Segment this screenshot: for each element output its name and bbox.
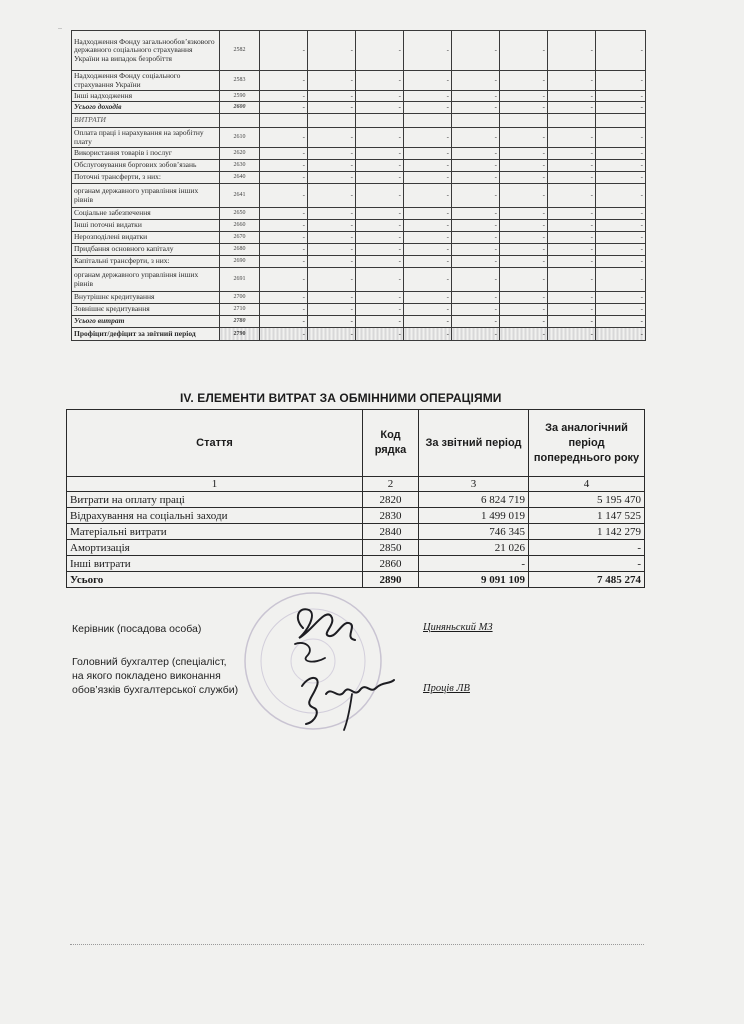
table-row xyxy=(67,524,645,540)
table-row xyxy=(72,148,646,160)
value-cell: - xyxy=(452,91,500,102)
value-cell: - xyxy=(404,292,452,304)
value-cell: - xyxy=(596,244,646,256)
value-cell: - xyxy=(452,160,500,172)
row-current: 6 824 719 xyxy=(419,492,529,508)
value-cell: - xyxy=(548,220,596,232)
table-row xyxy=(67,492,645,508)
expense-elements-table xyxy=(66,409,645,588)
row-code: 2690 xyxy=(220,256,260,268)
value-cell: - xyxy=(260,220,308,232)
row-code: 2820 xyxy=(363,492,419,508)
value-cell: - xyxy=(356,256,404,268)
table-row xyxy=(72,184,646,208)
value-cell: - xyxy=(548,208,596,220)
value-cell: - xyxy=(308,316,356,328)
accountant-signature-image xyxy=(290,664,400,734)
row-previous: 1 142 279 xyxy=(529,524,645,540)
row-label: Нерозподілені видатки xyxy=(72,232,220,244)
row-code: 2700 xyxy=(220,292,260,304)
value-cell xyxy=(404,114,452,128)
row-label: Надходження Фонду загальнообов’язкового державного соціального страхування України на випадок безробіття xyxy=(72,31,220,71)
value-cell: - xyxy=(260,31,308,71)
row-label: Соціальне забезпечення xyxy=(72,208,220,220)
revenue-expense-table xyxy=(71,30,646,341)
accountant-name: Проців ЛВ xyxy=(423,683,470,694)
value-cell: - xyxy=(260,208,308,220)
value-cell: - xyxy=(500,268,548,292)
head-signature-image xyxy=(285,598,365,668)
value-cell xyxy=(548,114,596,128)
value-cell: - xyxy=(260,328,308,341)
value-cell: - xyxy=(452,102,500,114)
value-cell: - xyxy=(452,220,500,232)
row-label: Усього витрат xyxy=(72,316,220,328)
value-cell: - xyxy=(308,160,356,172)
row-previous: 5 195 470 xyxy=(529,492,645,508)
value-cell: - xyxy=(404,328,452,341)
row-code: 2780 xyxy=(220,316,260,328)
value-cell: - xyxy=(356,268,404,292)
value-cell: - xyxy=(500,232,548,244)
table-row xyxy=(67,540,645,556)
value-cell: - xyxy=(356,172,404,184)
total-name: Усього xyxy=(67,572,363,588)
value-cell: - xyxy=(260,256,308,268)
value-cell: - xyxy=(500,31,548,71)
value-cell: - xyxy=(404,148,452,160)
footer-divider xyxy=(70,944,644,945)
value-cell: - xyxy=(356,148,404,160)
value-cell: - xyxy=(548,316,596,328)
value-cell: - xyxy=(596,71,646,91)
value-cell: - xyxy=(308,184,356,208)
value-cell: - xyxy=(260,232,308,244)
value-cell: - xyxy=(308,304,356,316)
column-index-row xyxy=(67,477,645,492)
value-cell: - xyxy=(356,328,404,341)
value-cell: - xyxy=(452,256,500,268)
value-cell: - xyxy=(308,71,356,91)
value-cell: - xyxy=(308,232,356,244)
table-row xyxy=(72,268,646,292)
value-cell: - xyxy=(500,71,548,91)
value-cell: - xyxy=(452,304,500,316)
value-cell: - xyxy=(260,102,308,114)
total-previous: 7 485 274 xyxy=(529,572,645,588)
value-cell: - xyxy=(260,91,308,102)
value-cell: - xyxy=(308,208,356,220)
value-cell: - xyxy=(404,102,452,114)
row-label: Використання товарів і послуг xyxy=(72,148,220,160)
value-cell: - xyxy=(596,172,646,184)
value-cell: - xyxy=(500,148,548,160)
value-cell: - xyxy=(452,184,500,208)
table-header-row xyxy=(67,410,645,477)
value-cell: - xyxy=(356,160,404,172)
accountant-label-line2: на якого покладено виконання xyxy=(72,670,221,682)
value-cell: - xyxy=(404,71,452,91)
value-cell: - xyxy=(596,292,646,304)
value-cell: - xyxy=(404,208,452,220)
value-cell: - xyxy=(308,220,356,232)
value-cell: - xyxy=(548,71,596,91)
total-code: 2890 xyxy=(363,572,419,588)
value-cell: - xyxy=(356,71,404,91)
value-cell: - xyxy=(308,268,356,292)
row-code: 2583 xyxy=(220,71,260,91)
value-cell xyxy=(356,114,404,128)
value-cell: - xyxy=(500,220,548,232)
value-cell: - xyxy=(260,304,308,316)
index-cell: 1 xyxy=(67,477,363,492)
value-cell: - xyxy=(452,316,500,328)
value-cell xyxy=(308,114,356,128)
value-cell: - xyxy=(596,91,646,102)
table-row xyxy=(72,102,646,114)
value-cell: - xyxy=(356,102,404,114)
value-cell: - xyxy=(404,31,452,71)
head-label: Керівник (посадова особа) xyxy=(72,623,202,635)
row-code: 2680 xyxy=(220,244,260,256)
value-cell: - xyxy=(308,328,356,341)
value-cell: - xyxy=(500,172,548,184)
value-cell: - xyxy=(548,172,596,184)
value-cell: - xyxy=(548,148,596,160)
value-cell: - xyxy=(404,91,452,102)
value-cell: - xyxy=(596,128,646,148)
value-cell: - xyxy=(548,304,596,316)
value-cell: - xyxy=(500,244,548,256)
accountant-label-line3: обов’язків бухгалтерської служби) xyxy=(72,684,239,696)
value-cell: - xyxy=(500,292,548,304)
row-current: 21 026 xyxy=(419,540,529,556)
table-row xyxy=(72,232,646,244)
value-cell: - xyxy=(596,148,646,160)
index-cell: 2 xyxy=(363,477,419,492)
value-cell: - xyxy=(452,31,500,71)
row-name: Матеріальні витрати xyxy=(67,524,363,540)
row-label: Внутрішнє кредитування xyxy=(72,292,220,304)
table-row xyxy=(72,316,646,328)
value-cell: - xyxy=(404,232,452,244)
row-name: Інші витрати xyxy=(67,556,363,572)
row-label: Надходження Фонду соціального страхування України xyxy=(72,71,220,91)
value-cell: - xyxy=(452,172,500,184)
value-cell: - xyxy=(548,91,596,102)
value-cell: - xyxy=(260,172,308,184)
value-cell: - xyxy=(596,102,646,114)
value-cell: - xyxy=(308,172,356,184)
value-cell: - xyxy=(500,316,548,328)
value-cell: - xyxy=(356,244,404,256)
row-code: 2650 xyxy=(220,208,260,220)
value-cell: - xyxy=(452,232,500,244)
value-cell: - xyxy=(356,316,404,328)
value-cell: - xyxy=(548,256,596,268)
table-row xyxy=(72,71,646,91)
row-label: Обслуговування боргових зобов’язань xyxy=(72,160,220,172)
value-cell: - xyxy=(404,316,452,328)
value-cell: - xyxy=(452,128,500,148)
row-previous: - xyxy=(529,556,645,572)
row-code: 2840 xyxy=(363,524,419,540)
value-cell: - xyxy=(548,31,596,71)
value-cell: - xyxy=(596,31,646,71)
value-cell: - xyxy=(500,128,548,148)
head-name: Циняньский МЗ xyxy=(423,622,493,633)
total-current: 9 091 109 xyxy=(419,572,529,588)
row-previous: - xyxy=(529,540,645,556)
value-cell: - xyxy=(596,268,646,292)
header-previous: За аналогічний період попереднього року xyxy=(529,410,645,477)
value-cell: - xyxy=(596,160,646,172)
row-name: Амортизація xyxy=(67,540,363,556)
row-code: 2660 xyxy=(220,220,260,232)
value-cell: - xyxy=(452,244,500,256)
value-cell: - xyxy=(452,292,500,304)
value-cell: - xyxy=(548,292,596,304)
value-cell: - xyxy=(500,184,548,208)
table-row xyxy=(72,328,646,341)
value-cell: - xyxy=(404,172,452,184)
value-cell: - xyxy=(452,71,500,91)
value-cell: - xyxy=(452,328,500,341)
value-cell: - xyxy=(356,220,404,232)
value-cell: - xyxy=(500,304,548,316)
value-cell: - xyxy=(404,268,452,292)
value-cell: - xyxy=(596,232,646,244)
row-code: 2582 xyxy=(220,31,260,71)
value-cell: - xyxy=(596,316,646,328)
value-cell: - xyxy=(404,184,452,208)
value-cell xyxy=(500,114,548,128)
table-row xyxy=(72,172,646,184)
value-cell: - xyxy=(596,304,646,316)
row-code: 2830 xyxy=(363,508,419,524)
index-cell: 4 xyxy=(529,477,645,492)
row-name: Витрати на оплату праці xyxy=(67,492,363,508)
value-cell: - xyxy=(500,208,548,220)
row-code: 2850 xyxy=(363,540,419,556)
value-cell: - xyxy=(308,148,356,160)
row-previous: 1 147 525 xyxy=(529,508,645,524)
value-cell: - xyxy=(500,328,548,341)
value-cell: - xyxy=(596,256,646,268)
value-cell: - xyxy=(260,244,308,256)
row-code: 2610 xyxy=(220,128,260,148)
row-label: Інші поточні видатки xyxy=(72,220,220,232)
row-code: 2640 xyxy=(220,172,260,184)
value-cell: - xyxy=(404,304,452,316)
row-current: - xyxy=(419,556,529,572)
value-cell: - xyxy=(548,244,596,256)
row-label: Усього доходів xyxy=(72,102,220,114)
header-current: За звітний період xyxy=(419,410,529,477)
row-current: 1 499 019 xyxy=(419,508,529,524)
value-cell: - xyxy=(500,102,548,114)
row-label: органам державного управління інших рівнів xyxy=(72,268,220,292)
row-label: Інші надходження xyxy=(72,91,220,102)
value-cell: - xyxy=(404,128,452,148)
index-cell: 3 xyxy=(419,477,529,492)
value-cell xyxy=(260,114,308,128)
value-cell: - xyxy=(356,31,404,71)
row-name: Відрахування на соціальні заходи xyxy=(67,508,363,524)
value-cell xyxy=(596,114,646,128)
value-cell: - xyxy=(404,160,452,172)
value-cell: - xyxy=(548,160,596,172)
value-cell: - xyxy=(260,268,308,292)
value-cell: - xyxy=(308,256,356,268)
table-row xyxy=(72,304,646,316)
value-cell: - xyxy=(596,184,646,208)
value-cell: - xyxy=(356,184,404,208)
row-label: Поточні трансферти, з них: xyxy=(72,172,220,184)
value-cell: - xyxy=(500,256,548,268)
value-cell: - xyxy=(500,91,548,102)
value-cell: - xyxy=(548,128,596,148)
row-label: Придбання основного капіталу xyxy=(72,244,220,256)
row-code: 2590 xyxy=(220,91,260,102)
header-code: Код рядка xyxy=(363,410,419,477)
row-code: 2691 xyxy=(220,268,260,292)
value-cell: - xyxy=(356,91,404,102)
value-cell: - xyxy=(548,102,596,114)
value-cell: - xyxy=(452,268,500,292)
row-label: ВИТРАТИ xyxy=(72,114,220,128)
table-row xyxy=(72,256,646,268)
value-cell: - xyxy=(548,328,596,341)
value-cell: - xyxy=(596,220,646,232)
row-code: 2670 xyxy=(220,232,260,244)
table-row xyxy=(72,160,646,172)
row-code: 2860 xyxy=(363,556,419,572)
value-cell: - xyxy=(260,292,308,304)
value-cell: - xyxy=(356,232,404,244)
table-row xyxy=(72,91,646,102)
row-label: Зовнішнє кредитування xyxy=(72,304,220,316)
value-cell xyxy=(452,114,500,128)
value-cell: - xyxy=(308,102,356,114)
value-cell: - xyxy=(548,184,596,208)
value-cell: - xyxy=(596,208,646,220)
header-article: Стаття xyxy=(67,410,363,477)
table-row xyxy=(72,31,646,71)
table-row xyxy=(72,128,646,148)
row-code: 2600 xyxy=(220,102,260,114)
value-cell: - xyxy=(308,128,356,148)
table-row xyxy=(67,556,645,572)
table-row xyxy=(72,244,646,256)
row-label: Оплата праці і нарахування на заробітну плату xyxy=(72,128,220,148)
value-cell: - xyxy=(452,208,500,220)
table-row xyxy=(72,220,646,232)
value-cell: - xyxy=(260,184,308,208)
value-cell: - xyxy=(404,220,452,232)
value-cell: - xyxy=(500,160,548,172)
value-cell: - xyxy=(260,316,308,328)
value-cell: - xyxy=(260,71,308,91)
value-cell: - xyxy=(356,304,404,316)
table-row xyxy=(67,508,645,524)
value-cell: - xyxy=(308,91,356,102)
value-cell: - xyxy=(548,232,596,244)
table-row xyxy=(72,208,646,220)
value-cell: - xyxy=(260,128,308,148)
value-cell: - xyxy=(356,128,404,148)
value-cell: - xyxy=(356,208,404,220)
row-label: Профіцит/дефіцит за звітний період xyxy=(72,328,220,341)
page-corner-mark: .. xyxy=(58,22,62,31)
section-title: IV. ЕЛЕМЕНТИ ВИТРАТ ЗА ОБМІННИМИ ОПЕРАЦІЯМИ xyxy=(180,391,502,405)
row-code: 2620 xyxy=(220,148,260,160)
value-cell: - xyxy=(548,268,596,292)
row-code: 2630 xyxy=(220,160,260,172)
value-cell: - xyxy=(260,148,308,160)
value-cell: - xyxy=(452,148,500,160)
value-cell: - xyxy=(308,292,356,304)
row-current: 746 345 xyxy=(419,524,529,540)
value-cell: - xyxy=(260,160,308,172)
value-cell: - xyxy=(308,244,356,256)
row-code: 2641 xyxy=(220,184,260,208)
table-row xyxy=(72,292,646,304)
value-cell: - xyxy=(596,328,646,341)
row-code: 2710 xyxy=(220,304,260,316)
value-cell: - xyxy=(404,244,452,256)
value-cell: - xyxy=(308,31,356,71)
accountant-label-line1: Головний бухгалтер (спеціаліст, xyxy=(72,656,227,668)
row-code: 2790 xyxy=(220,328,260,341)
row-code xyxy=(220,114,260,128)
row-label: Капітальні трансферти, з них: xyxy=(72,256,220,268)
row-label: органам державного управління інших рівнів xyxy=(72,184,220,208)
table-row xyxy=(72,114,646,128)
value-cell: - xyxy=(356,292,404,304)
value-cell: - xyxy=(404,256,452,268)
